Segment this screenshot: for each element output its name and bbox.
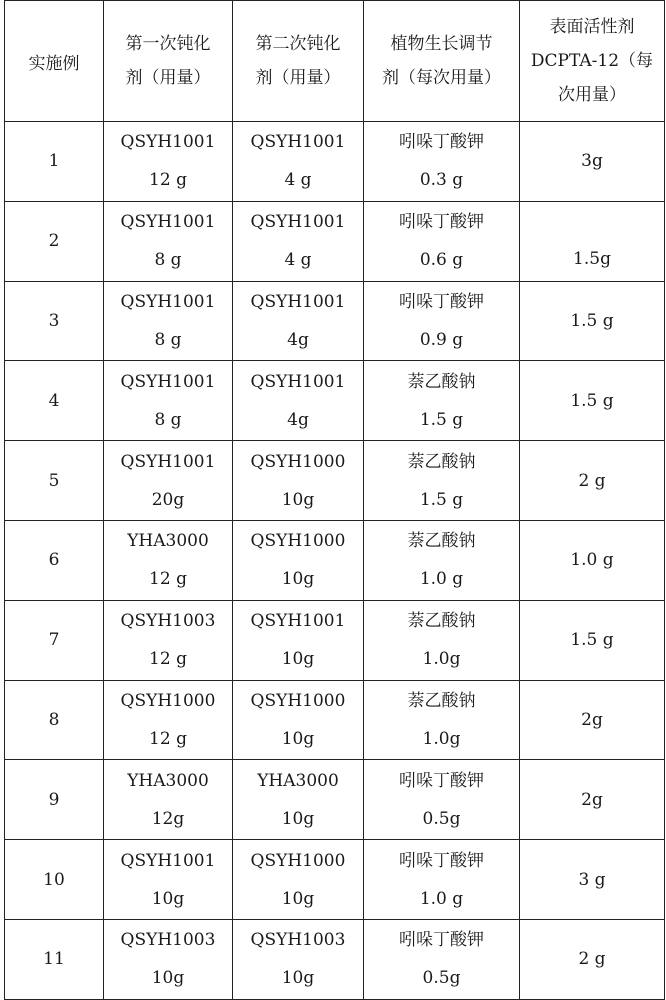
cell-first-passivator-line1: QSYH1001 [120, 371, 216, 392]
table-row [5, 600, 665, 680]
cell-example-no-line1: 9 [48, 789, 60, 810]
cell-first-passivator-line2: 12 g [149, 728, 187, 749]
cell-example-no [5, 441, 104, 521]
cell-surfactant-line1: 1.5g [573, 249, 611, 270]
cell-example-no [5, 361, 104, 441]
cell-growth-regulator-line1: 吲哚丁酸钾 [399, 850, 484, 871]
cell-growth-regulator-line2: 1.0g [422, 649, 461, 670]
cell-second-passivator [233, 122, 364, 202]
cell-growth-regulator-line1: 吲哚丁酸钾 [399, 930, 484, 951]
header-surfactant-line2: DCPTA-12（每 [530, 51, 654, 71]
cell-second-passivator-line1: QSYH1003 [250, 930, 346, 951]
cell-growth-regulator-line2: 0.5g [422, 968, 461, 989]
cell-first-passivator-line2: 12 g [149, 649, 187, 670]
cell-growth-regulator-line2: 1.5 g [419, 409, 464, 430]
cell-first-passivator-line1: QSYH1001 [120, 850, 216, 871]
cell-growth-regulator-line1: 萘乙酸钠 [407, 690, 476, 711]
cell-example-no [5, 520, 104, 600]
cell-surfactant-line1: 2g [581, 789, 603, 810]
cell-surfactant-line1: 2 g [578, 470, 606, 491]
cell-second-passivator-line2: 10g [281, 968, 315, 989]
cell-example-no [5, 919, 104, 999]
cell-first-passivator-line2: 12 g [149, 569, 187, 590]
cell-growth-regulator [364, 122, 520, 202]
header-first-passivator-line2: 剂（用量） [125, 68, 211, 88]
cell-growth-regulator-line2: 0.6 g [419, 250, 464, 271]
cell-first-passivator-line1: QSYH1003 [120, 611, 216, 632]
cell-example-no [5, 680, 104, 760]
cell-second-passivator-line2: 4 g [284, 170, 312, 191]
cell-first-passivator [104, 840, 233, 920]
cell-second-passivator-line1: QSYH1000 [250, 531, 346, 552]
header-surfactant-line3: 次用量） [558, 85, 626, 105]
table-row [5, 122, 665, 202]
cell-example-no-line1: 4 [48, 390, 60, 411]
cell-surfactant [520, 281, 665, 361]
cell-surfactant [520, 919, 665, 999]
cell-first-passivator-line2: 8 g [154, 329, 182, 350]
cell-growth-regulator-line1: 萘乙酸钠 [407, 531, 476, 552]
cell-example-no [5, 122, 104, 202]
header-surfactant [520, 1, 665, 122]
table-row [5, 840, 665, 920]
cell-first-passivator [104, 600, 233, 680]
cell-first-passivator [104, 441, 233, 521]
cell-first-passivator-line1: QSYH1001 [120, 212, 216, 233]
cell-surfactant-line1: 3g [581, 151, 603, 172]
cell-growth-regulator [364, 281, 520, 361]
cell-second-passivator-line1: QSYH1000 [250, 451, 346, 472]
header-row [5, 1, 665, 122]
cell-growth-regulator-line2: 0.3 g [419, 170, 464, 191]
cell-growth-regulator [364, 919, 520, 999]
cell-second-passivator-line2: 10g [281, 569, 315, 590]
cell-example-no [5, 201, 104, 281]
cell-second-passivator-line1: QSYH1000 [250, 690, 346, 711]
cell-example-no-line1: 6 [48, 550, 60, 571]
cell-first-passivator-line1: YHA3000 [127, 770, 209, 791]
header-second-passivator-line2: 剂（用量） [255, 68, 341, 88]
cell-surfactant-line1: 2g [581, 709, 603, 730]
header-example-no-label: 实施例 [28, 53, 80, 74]
cell-second-passivator-line2: 10g [281, 489, 315, 510]
cell-growth-regulator-line1: 萘乙酸钠 [407, 611, 476, 632]
cell-surfactant [520, 122, 665, 202]
cell-growth-regulator-line1: 萘乙酸钠 [407, 451, 476, 472]
cell-example-no [5, 760, 104, 840]
cell-surfactant [520, 760, 665, 840]
cell-first-passivator-line1: QSYH1003 [120, 930, 216, 951]
table-row [5, 201, 665, 281]
cell-surfactant-line1: 1.5 g [570, 630, 614, 651]
cell-second-passivator [233, 441, 364, 521]
cell-second-passivator [233, 520, 364, 600]
cell-growth-regulator [364, 760, 520, 840]
header-growth-regulator-line1: 植物生长调节 [390, 34, 493, 54]
cell-first-passivator [104, 361, 233, 441]
cell-growth-regulator-line2: 1.0g [422, 728, 461, 749]
cell-second-passivator [233, 201, 364, 281]
cell-surfactant [520, 201, 665, 281]
table-row [5, 441, 665, 521]
cell-first-passivator [104, 122, 233, 202]
cell-first-passivator-line2: 10g [151, 888, 185, 909]
cell-growth-regulator-line1: 吲哚丁酸钾 [399, 132, 484, 153]
cell-example-no [5, 281, 104, 361]
header-first-passivator-line1: 第一次钝化 [125, 34, 211, 54]
cell-second-passivator-line1: QSYH1001 [250, 371, 346, 392]
cell-example-no-line1: 10 [43, 869, 65, 890]
cell-surfactant-line1: 3 g [578, 869, 606, 890]
cell-growth-regulator [364, 201, 520, 281]
cell-example-no-line1: 8 [48, 709, 60, 730]
cell-second-passivator-line2: 4 g [284, 250, 312, 271]
cell-second-passivator-line2: 10g [281, 728, 315, 749]
cell-surfactant [520, 840, 665, 920]
cell-first-passivator-line2: 12 g [149, 170, 187, 191]
cell-second-passivator [233, 600, 364, 680]
header-second-passivator [233, 1, 364, 122]
cell-second-passivator [233, 281, 364, 361]
cell-second-passivator-line2: 10g [281, 888, 315, 909]
cell-growth-regulator-line2: 0.9 g [419, 329, 464, 350]
cell-first-passivator-line1: QSYH1000 [120, 690, 216, 711]
cell-second-passivator-line1: QSYH1001 [250, 291, 346, 312]
cell-first-passivator-line1: QSYH1001 [120, 291, 216, 312]
cell-growth-regulator [364, 600, 520, 680]
table-row [5, 760, 665, 840]
cell-second-passivator [233, 919, 364, 999]
cell-surfactant [520, 520, 665, 600]
cell-second-passivator [233, 840, 364, 920]
cell-growth-regulator [364, 441, 520, 521]
cell-second-passivator-line1: QSYH1001 [250, 212, 346, 233]
cell-growth-regulator [364, 361, 520, 441]
cell-surfactant [520, 361, 665, 441]
cell-example-no [5, 600, 104, 680]
cell-growth-regulator-line2: 1.0 g [419, 569, 464, 590]
cell-second-passivator [233, 361, 364, 441]
cell-growth-regulator-line2: 0.5g [422, 808, 461, 829]
cell-growth-regulator-line1: 萘乙酸钠 [407, 371, 476, 392]
cell-growth-regulator-line1: 吲哚丁酸钾 [399, 770, 484, 791]
header-growth-regulator-line2: 剂（每次用量） [382, 68, 501, 88]
cell-growth-regulator-line1: 吲哚丁酸钾 [399, 291, 484, 312]
cell-example-no-line1: 1 [48, 151, 60, 172]
cell-first-passivator [104, 760, 233, 840]
header-first-passivator [104, 1, 233, 122]
cell-surfactant [520, 441, 665, 521]
cell-second-passivator-line2: 4g [287, 329, 309, 350]
cell-second-passivator-line2: 10g [281, 808, 315, 829]
header-growth-regulator [364, 1, 520, 122]
table-row [5, 281, 665, 361]
table-row [5, 520, 665, 600]
cell-second-passivator-line1: QSYH1001 [250, 132, 346, 153]
cell-example-no-line1: 5 [48, 470, 60, 491]
cell-growth-regulator-line1: 吲哚丁酸钾 [399, 212, 484, 233]
cell-surfactant [520, 600, 665, 680]
cell-second-passivator [233, 680, 364, 760]
cell-first-passivator-line2: 12g [151, 808, 185, 829]
cell-surfactant-line1: 1.5 g [570, 310, 614, 331]
cell-first-passivator-line2: 10g [151, 968, 185, 989]
cell-first-passivator [104, 680, 233, 760]
cell-first-passivator [104, 520, 233, 600]
header-surfactant-line1: 表面活性剂 [549, 17, 635, 37]
cell-growth-regulator [364, 840, 520, 920]
cell-second-passivator-line2: 4g [287, 409, 309, 430]
examples-table [4, 0, 665, 1000]
cell-surfactant-line1: 2 g [578, 949, 606, 970]
cell-first-passivator [104, 281, 233, 361]
table-row [5, 361, 665, 441]
cell-second-passivator-line1: QSYH1001 [250, 611, 346, 632]
cell-first-passivator-line2: 8 g [154, 409, 182, 430]
cell-growth-regulator [364, 520, 520, 600]
cell-first-passivator-line2: 8 g [154, 250, 182, 271]
cell-growth-regulator-line2: 1.0 g [419, 888, 464, 909]
cell-first-passivator-line1: QSYH1001 [120, 132, 216, 153]
cell-growth-regulator-line2: 1.5 g [419, 489, 464, 510]
cell-first-passivator-line1: YHA3000 [127, 531, 209, 552]
header-second-passivator-line1: 第二次钝化 [255, 34, 341, 54]
cell-example-no-line1: 2 [48, 231, 60, 252]
cell-first-passivator [104, 919, 233, 999]
cell-first-passivator [104, 201, 233, 281]
cell-example-no [5, 840, 104, 920]
table-row [5, 680, 665, 760]
cell-first-passivator-line1: QSYH1001 [120, 451, 216, 472]
table-row [5, 919, 665, 999]
cell-surfactant-line1: 1.0 g [570, 550, 614, 571]
cell-example-no-line1: 11 [43, 949, 65, 970]
cell-second-passivator-line1: QSYH1000 [250, 850, 346, 871]
cell-first-passivator-line2: 20g [151, 489, 185, 510]
cell-second-passivator [233, 760, 364, 840]
cell-second-passivator-line1: YHA3000 [257, 770, 339, 791]
header-example-no [5, 1, 104, 122]
cell-growth-regulator [364, 680, 520, 760]
cell-example-no-line1: 7 [48, 630, 60, 651]
cell-surfactant [520, 680, 665, 760]
cell-example-no-line1: 3 [48, 310, 60, 331]
cell-surfactant-line1: 1.5 g [570, 390, 614, 411]
cell-second-passivator-line2: 10g [281, 649, 315, 670]
